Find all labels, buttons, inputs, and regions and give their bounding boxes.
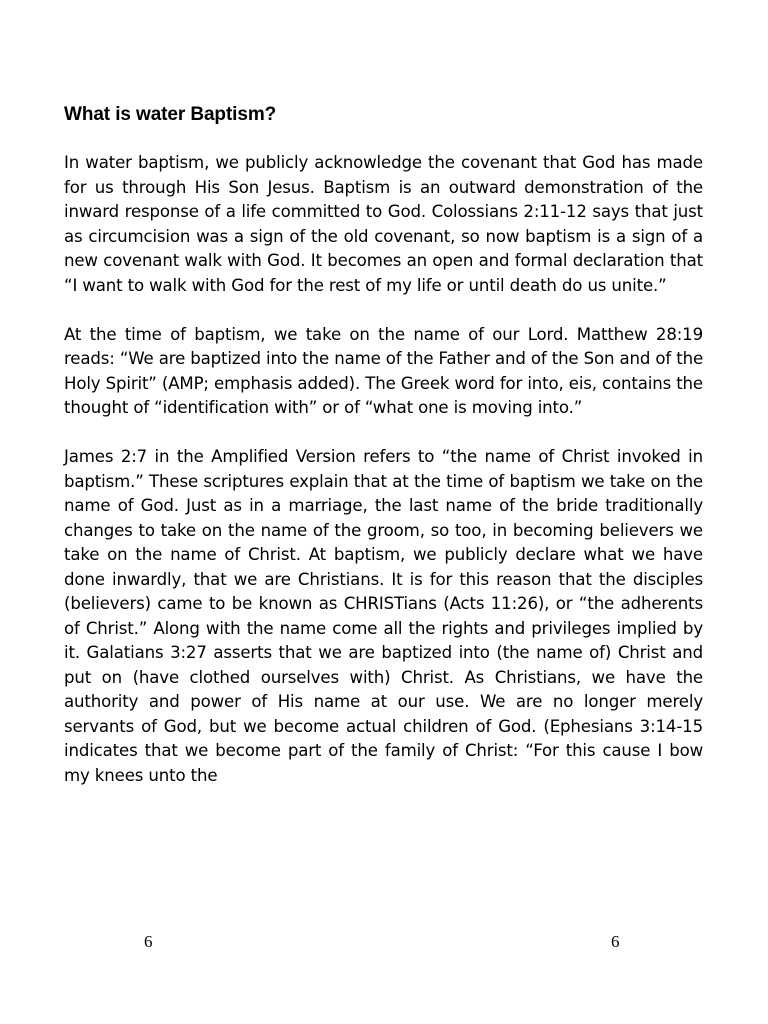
paragraph-3: James 2:7 in the Amplified Version refers to “the name of Christ invoked in baptism.” These scriptures explain that at the time of baptism we take on the name of God. Just as in a marriage, the last name of the bride traditionally changes to take on the name of the groom, so too, in becoming believers we take on the name of Christ. At baptism, we publicly declare what we have done inwardly, that we are Christians. It is for this reason that the disciples (believers) came to be known as CHRISTians (Acts 11:26), or “the adherents of Christ.” Along with the name come all the rights and privileges implied by it. Galatians 3:27 asserts that we are baptized into (the name of) Christ and put on (have clothed ourselves with) Christ. As Christians, we have the authority and power of His name at our use. We are no longer merely servants of God, but we become actual children of God. (Ephesians 3:14-15 indicates that we become part of the family of Christ: “For this cause I bow my knees unto the [64, 447, 703, 785]
section-heading: What is water Baptism? [64, 104, 277, 125]
paragraph-1: In water baptism, we publicly acknowledge the covenant that God has made for us through His Son Jesus. Baptism is an outward demonstration of the inward response of a life committed to God. Colossians 2:11-12 says that just as circumcision was a sign of the old covenant, so now baptism is a sign of a new covenant walk with God. It becomes an open and formal declaration that “I want to walk with God for the rest of my life or until death do us unite.” [64, 153, 703, 295]
page-number-right: 6 [611, 932, 620, 951]
page-number-left: 6 [144, 932, 153, 951]
body-text [64, 151, 703, 788]
paragraph-2: At the time of baptism, we take on the name of our Lord. Matthew 28:19 reads: “We are baptized into the name of the Father and of the Son and of the Holy Spirit” (AMP; emphasis added). The Greek word for into, eis, contains the thought of “identification with” or of “what one is moving into.” [64, 324, 703, 417]
